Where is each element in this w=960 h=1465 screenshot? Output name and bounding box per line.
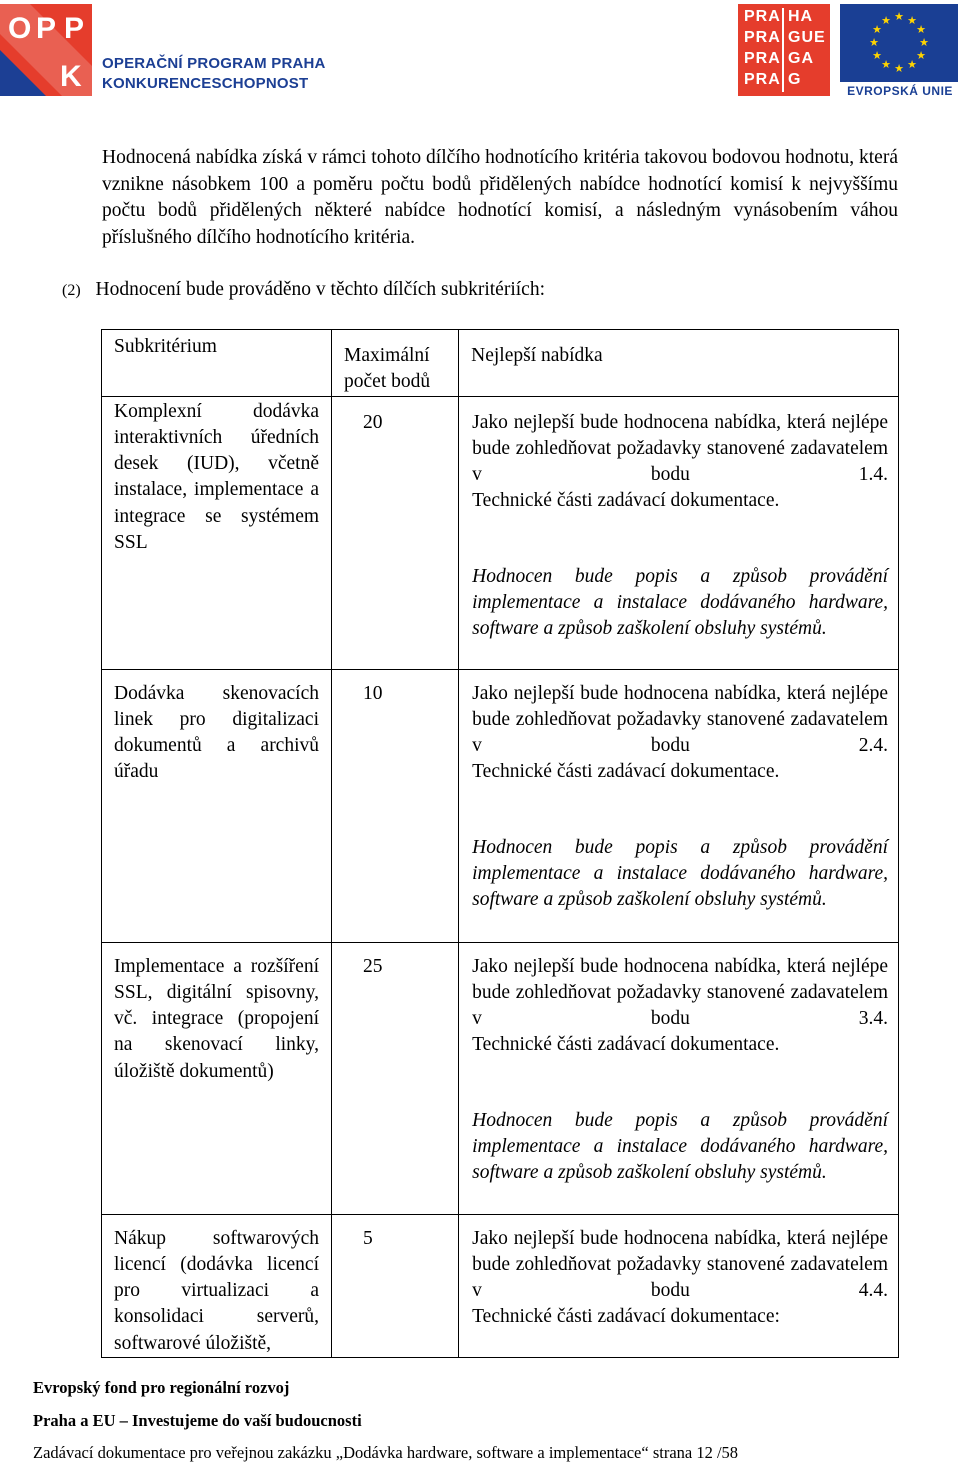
praha-logo	[738, 4, 830, 96]
description-text: Jako nejlepší bude hodnocena nabídka, která nejlépe bude zohledňovat požadavky stanovené zadavatelem v bodu 1.4.	[472, 411, 888, 486]
numbered-item	[62, 277, 545, 304]
svg-text:★: ★	[916, 23, 926, 36]
description-main	[472, 681, 888, 786]
item-text: Hodnocení bude prováděno v těchto dílčích subkritériích:	[95, 279, 545, 300]
footer-slogan: Praha a EU – Investujeme do vaší budoucnosti	[33, 1411, 362, 1430]
svg-text:★: ★	[916, 49, 926, 62]
header-subcriterion: Subkritérium	[102, 330, 332, 397]
svg-text:★: ★	[894, 10, 904, 23]
description-main	[472, 1226, 888, 1331]
praha-word: PRA	[744, 50, 781, 67]
description-italic: Hodnocen bude popis a způsob provádění implementace a instalace dodávaného hardware, software a způsob zaškolení obsluhy systémů.	[472, 836, 888, 911]
best-offer-description	[459, 396, 899, 669]
svg-text:★: ★	[872, 49, 882, 62]
description-last-line: Technické části zadávací dokumentace:	[472, 1306, 780, 1328]
intro-paragraph: Hodnocená nabídka získá v rámci tohoto dílčího hodnotícího kritéria takovou bodovou hodnotu, která vznikne násobkem 100 a poměru počtu bodů přidělených nabídce hodnotící komisí k nejvyššímu počtu bodů přidělených některé nabídce hodnotící komisí, a následným vynásobením váhou příslušného dílčího hodnotícího kritéria.	[102, 147, 898, 248]
description-text: Jako nejlepší bude hodnocena nabídka, která nejlépe bude zohledňovat požadavky stanovené zadavatelem v bodu 2.4.	[472, 682, 888, 757]
praha-word: G	[788, 71, 802, 88]
svg-text:★: ★	[919, 36, 929, 49]
header-max-points: Maximální počet bodů	[332, 330, 459, 397]
table-row	[102, 669, 899, 942]
table-row	[102, 942, 899, 1214]
table-header-row	[102, 330, 899, 397]
subcriterion-name: Nákup softwarových licencí (dodávka licencí pro virtualizaci a konsolidaci serverů, softwarové úložiště,	[102, 1214, 332, 1357]
subcriteria-table	[101, 329, 899, 1358]
best-offer-description	[459, 942, 899, 1214]
opp-letter-o: O	[8, 12, 32, 45]
description-main	[472, 410, 888, 515]
table-row	[102, 396, 899, 669]
eu-logo	[840, 4, 960, 99]
subcriterion-name: Dodávka skenovacích linek pro digitalizaci dokumentů a archivů úřadu	[102, 669, 332, 942]
opp-logo	[0, 4, 330, 96]
opp-letter-k: K	[60, 60, 82, 93]
praha-word: GUE	[788, 29, 826, 46]
opp-logo-line2: KONKURENCESCHOPNOST	[102, 75, 309, 92]
praha-word: GA	[788, 50, 814, 67]
svg-text:★: ★	[881, 58, 891, 71]
item-number: (2)	[62, 282, 81, 299]
opp-letter-p1: P	[36, 12, 57, 45]
max-points-value: 5	[332, 1214, 459, 1357]
header-best-offer: Nejlepší nabídka	[459, 330, 899, 397]
description-italic: Hodnocen bude popis a způsob provádění implementace a instalace dodávaného hardware, software a způsob zaškolení obsluhy systémů.	[472, 1109, 888, 1184]
praha-word: PRA	[744, 29, 781, 46]
svg-text:★: ★	[907, 58, 917, 71]
max-points-value: 25	[332, 942, 459, 1214]
max-points-value: 10	[332, 669, 459, 942]
description-italic: Hodnocen bude popis a způsob provádění implementace a instalace dodávaného hardware, software a způsob zaškolení obsluhy systémů.	[472, 565, 888, 640]
subcriterion-name: Implementace a rozšíření SSL, digitální spisovny, vč. integrace (propojení na skenovací linky, úložiště dokumentů)	[102, 942, 332, 1214]
eu-flag-icon	[840, 4, 958, 82]
praha-word: PRA	[744, 71, 781, 88]
praha-word: PRA	[744, 8, 781, 25]
best-offer-description	[459, 1214, 899, 1357]
table-row	[102, 1214, 899, 1357]
description-last-line: Technické části zadávací dokumentace.	[472, 761, 780, 783]
opp-logo-line1: OPERAČNÍ PROGRAM PRAHA	[102, 55, 326, 72]
description-last-line: Technické části zadávací dokumentace.	[472, 490, 780, 512]
opp-letter-p2: P	[64, 12, 85, 45]
opp-logo-text	[102, 54, 326, 94]
description-last-line: Technické části zadávací dokumentace.	[472, 1034, 780, 1056]
svg-text:★: ★	[907, 14, 917, 27]
praha-logo-divider	[782, 8, 784, 92]
description-text: Jako nejlepší bude hodnocena nabídka, která nejlépe bude zohledňovat požadavky stanovené zadavatelem v bodu 3.4.	[472, 955, 888, 1030]
praha-word: HA	[788, 8, 814, 25]
footer-fund: Evropský fond pro regionální rozvoj	[33, 1378, 290, 1397]
max-points-value: 20	[332, 396, 459, 669]
description-text: Jako nejlepší bude hodnocena nabídka, která nejlépe bude zohledňovat požadavky stanovené zadavatelem v bodu 4.4.	[472, 1227, 888, 1302]
svg-text:★: ★	[894, 62, 904, 75]
svg-text:★: ★	[881, 14, 891, 27]
description-main	[472, 954, 888, 1059]
eu-logo-label: EVROPSKÁ UNIE	[847, 84, 953, 98]
svg-text:★: ★	[872, 23, 882, 36]
footer-doc-info: Zadávací dokumentace pro veřejnou zakázku „Dodávka hardware, software a implementace“ strana 12 /58	[33, 1443, 739, 1462]
svg-text:★: ★	[869, 36, 879, 49]
opp-logo-mark	[0, 4, 92, 96]
best-offer-description	[459, 669, 899, 942]
subcriterion-name: Komplexní dodávka interaktivních úředních desek (IUD), včetně instalace, implementace a integrace se systémem SSL	[102, 396, 332, 669]
